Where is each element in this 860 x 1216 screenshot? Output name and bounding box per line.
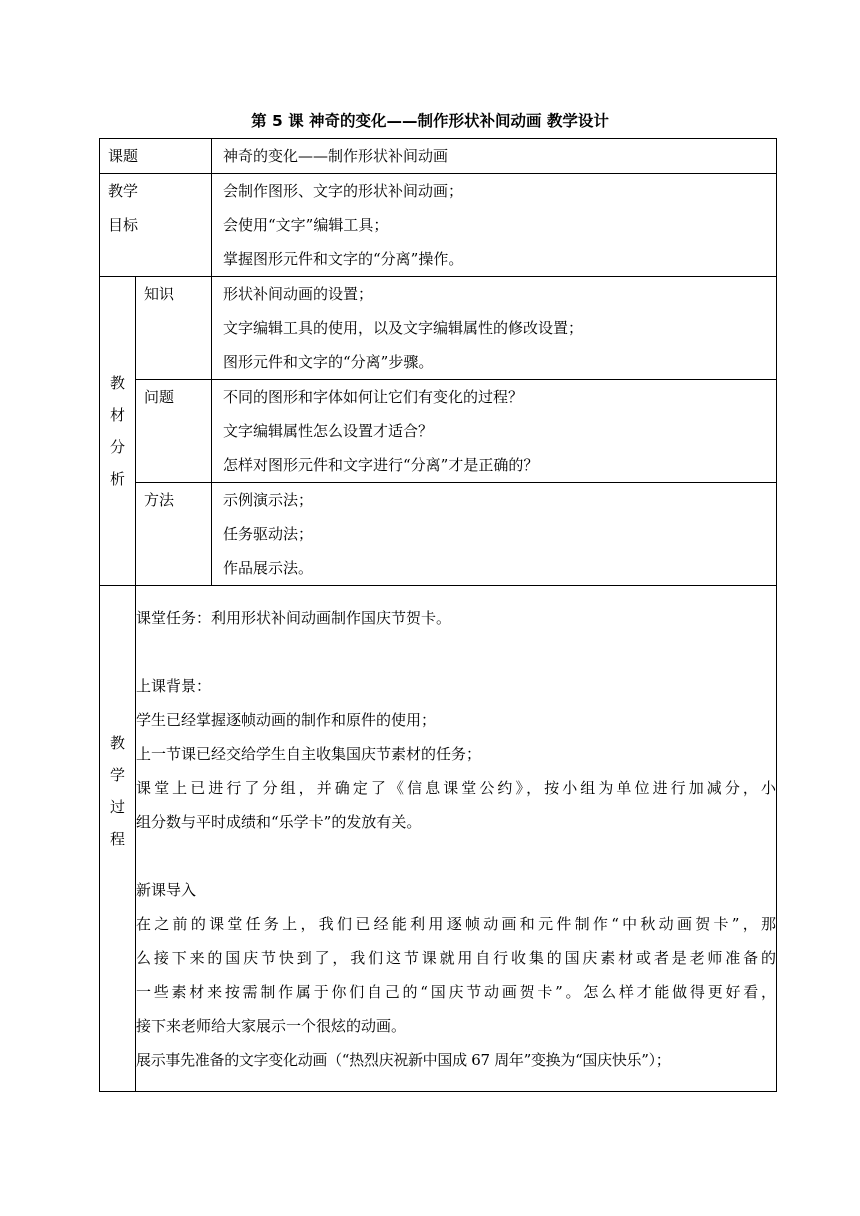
knowledge-item: 形状补间动画的设置； [223,285,374,303]
analysis-label-char: 分 [109,438,125,456]
goals-label-cell [100,174,212,277]
analysis-label-char: 析 [109,470,125,488]
topic-value-cell [212,139,777,174]
goal-item: 会制作图形、文字的形状补间动画； [223,182,464,200]
background-line: 上一节课已经交给学生自主收集国庆节素材的任务； [136,745,482,763]
intro-line: 在之前的课堂任务上，我们已经能利用逐帧动画和元件制作“中秋动画贺卡”，那 [136,915,777,933]
intro-title: 新课导入 [136,881,197,899]
process-label-char: 程 [109,830,125,848]
process-label-char: 学 [109,766,125,784]
analysis-label-char: 教 [109,374,125,392]
goal-item: 掌握图形元件和文字的“分离”操作。 [223,250,464,268]
row-goals [100,174,777,277]
problem-item: 文字编辑属性怎么设置才适合？ [223,422,434,440]
document-title: 第 5 课 神奇的变化——制作形状补间动画 教学设计 [251,112,609,130]
goals-label-line1: 教学 [108,182,139,200]
row-process [100,586,777,1092]
intro-line: 展示事先准备的文字变化动画（“热烈庆祝新中国成 67 周年”变换为“国庆快乐”）； [136,1051,671,1069]
knowledge-label-cell [136,277,212,380]
background-line: 课堂上已进行了分组，并确定了《信息课堂公约》，按小组为单位进行加减分，小 [136,779,777,797]
knowledge-content-cell [212,277,777,380]
goal-item: 会使用“文字”编辑工具； [223,216,389,234]
knowledge-item: 图形元件和文字的“分离”步骤。 [223,353,434,371]
knowledge-item: 文字编辑工具的使用，以及文字编辑属性的修改设置； [223,319,584,337]
row-topic [100,139,777,174]
method-item: 作品展示法。 [223,559,314,577]
problem-label-cell [136,380,212,483]
background-line: 组分数与平时成绩和“乐学卡”的发放有关。 [136,813,422,831]
problem-label: 问题 [144,388,175,406]
process-label-char: 过 [109,798,125,816]
method-item: 任务驱动法； [223,525,314,543]
problem-item: 不同的图形和字体如何让它们有变化的过程？ [223,388,524,406]
method-label: 方法 [144,491,175,509]
topic-label: 课题 [108,147,139,165]
goals-label-line2: 目标 [108,216,139,234]
classroom-task: 课堂任务：利用形状补间动画制作国庆节贺卡。 [136,609,452,627]
background-title: 上课背景： [136,677,212,695]
analysis-label-cell [100,277,136,586]
problem-item: 怎样对图形元件和文字进行“分离”才是正确的？ [223,456,539,474]
process-label-cell [100,586,136,1092]
process-label-char: 教 [109,734,125,752]
row-knowledge [100,277,777,380]
problem-content-cell [212,380,777,483]
goals-content-cell [212,174,777,277]
method-label-cell [136,483,212,586]
intro-line: 接下来老师给大家展示一个很炫的动画。 [136,1017,407,1035]
method-item: 示例演示法； [223,491,314,509]
knowledge-label: 知识 [144,285,175,303]
method-content-cell [212,483,777,586]
analysis-label-char: 材 [109,406,125,424]
row-method [100,483,777,586]
background-line: 学生已经掌握逐帧动画的制作和原件的使用； [136,711,437,729]
topic-value: 神奇的变化——制作形状补间动画 [223,147,449,165]
lesson-plan-table [99,138,777,1092]
intro-line: 么接下来的国庆节快到了，我们这节课就用自行收集的国庆素材或者是老师准备的 [136,949,777,967]
process-content-cell [136,586,777,1092]
topic-label-cell [100,139,212,174]
intro-line: 一些素材来按需制作属于你们自己的“国庆节动画贺卡”。怎么样才能做得更好看， [136,983,777,1001]
row-problem [100,380,777,483]
